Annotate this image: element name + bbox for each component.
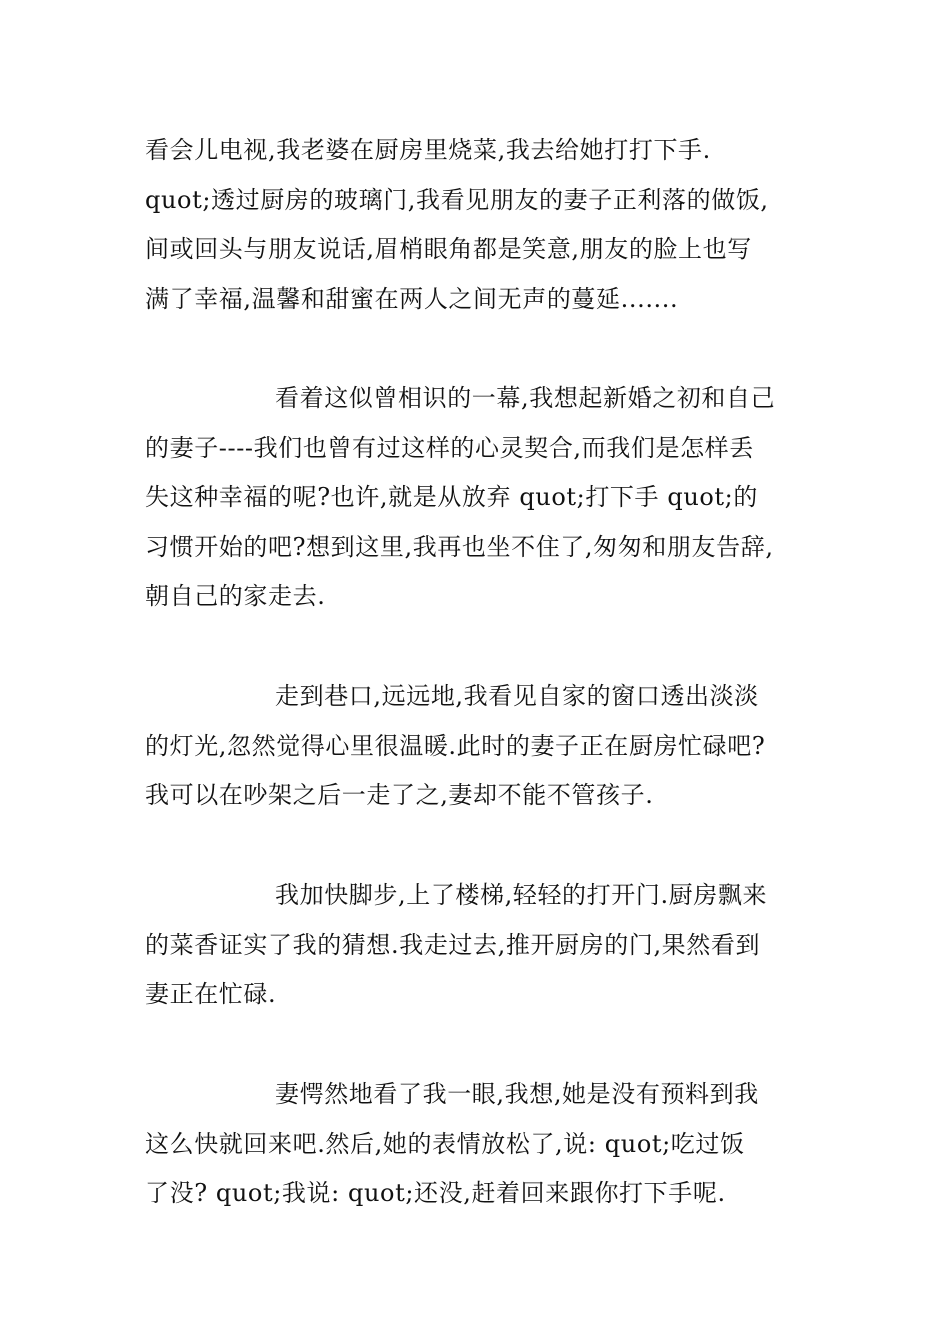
text-line: 我可以在吵架之后一走了之,妻却不能不管孩子. bbox=[145, 781, 654, 809]
text-line: quot;透过厨房的玻璃门,我看见朋友的妻子正利落的做饭, bbox=[145, 185, 769, 214]
text-line-indented: 走到巷口,远远地,我看见自家的窗口透出淡淡 bbox=[275, 682, 759, 710]
paragraph-3 bbox=[145, 672, 817, 821]
text-line: 的灯光,忽然觉得心里很温暖.此时的妻子正在厨房忙碌吧? bbox=[145, 731, 766, 760]
text-line-indented: 我加快脚步,上了楼梯,轻轻的打开门.厨房飘来 bbox=[275, 881, 768, 909]
paragraph-2 bbox=[145, 374, 817, 622]
text-line: 的妻子----我们也曾有过这样的心灵契合,而我们是怎样丢 bbox=[145, 433, 754, 462]
text-line: 妻正在忙碌. bbox=[145, 980, 277, 1008]
paragraph-4 bbox=[145, 871, 817, 1020]
text-line: 习惯开始的吧?想到这里,我再也坐不住了,匆匆和朋友告辞, bbox=[145, 532, 774, 561]
text-line-indented: 妻愕然地看了我一眼,我想,她是没有预料到我 bbox=[275, 1080, 759, 1108]
paragraph-5 bbox=[145, 1070, 817, 1219]
text-line: 看会儿电视,我老婆在厨房里烧菜,我去给她打打下手. bbox=[145, 136, 711, 164]
text-line-indented: 看着这似曾相识的一幕,我想起新婚之初和自己 bbox=[275, 384, 776, 412]
text-line: 了没? quot;我说: quot;还没,赶着回来跟你打下手呢. bbox=[145, 1179, 726, 1207]
text-line: 间或回头与朋友说话,眉梢眼角都是笑意,朋友的脸上也写 bbox=[145, 235, 752, 263]
text-line: 朝自己的家走去. bbox=[145, 582, 326, 610]
text-line: 满了幸福,温馨和甜蜜在两人之间无声的蔓延....... bbox=[145, 284, 679, 313]
text-line: 的菜香证实了我的猜想.我走过去,推开厨房的门,果然看到 bbox=[145, 930, 761, 959]
text-line: 失这种幸福的呢?也许,就是从放弃 quot;打下手 quot;的 bbox=[145, 483, 758, 511]
text-line: 这么快就回来吧.然后,她的表情放松了,说: quot;吃过饭 bbox=[145, 1129, 745, 1158]
paragraph-1 bbox=[145, 126, 817, 324]
